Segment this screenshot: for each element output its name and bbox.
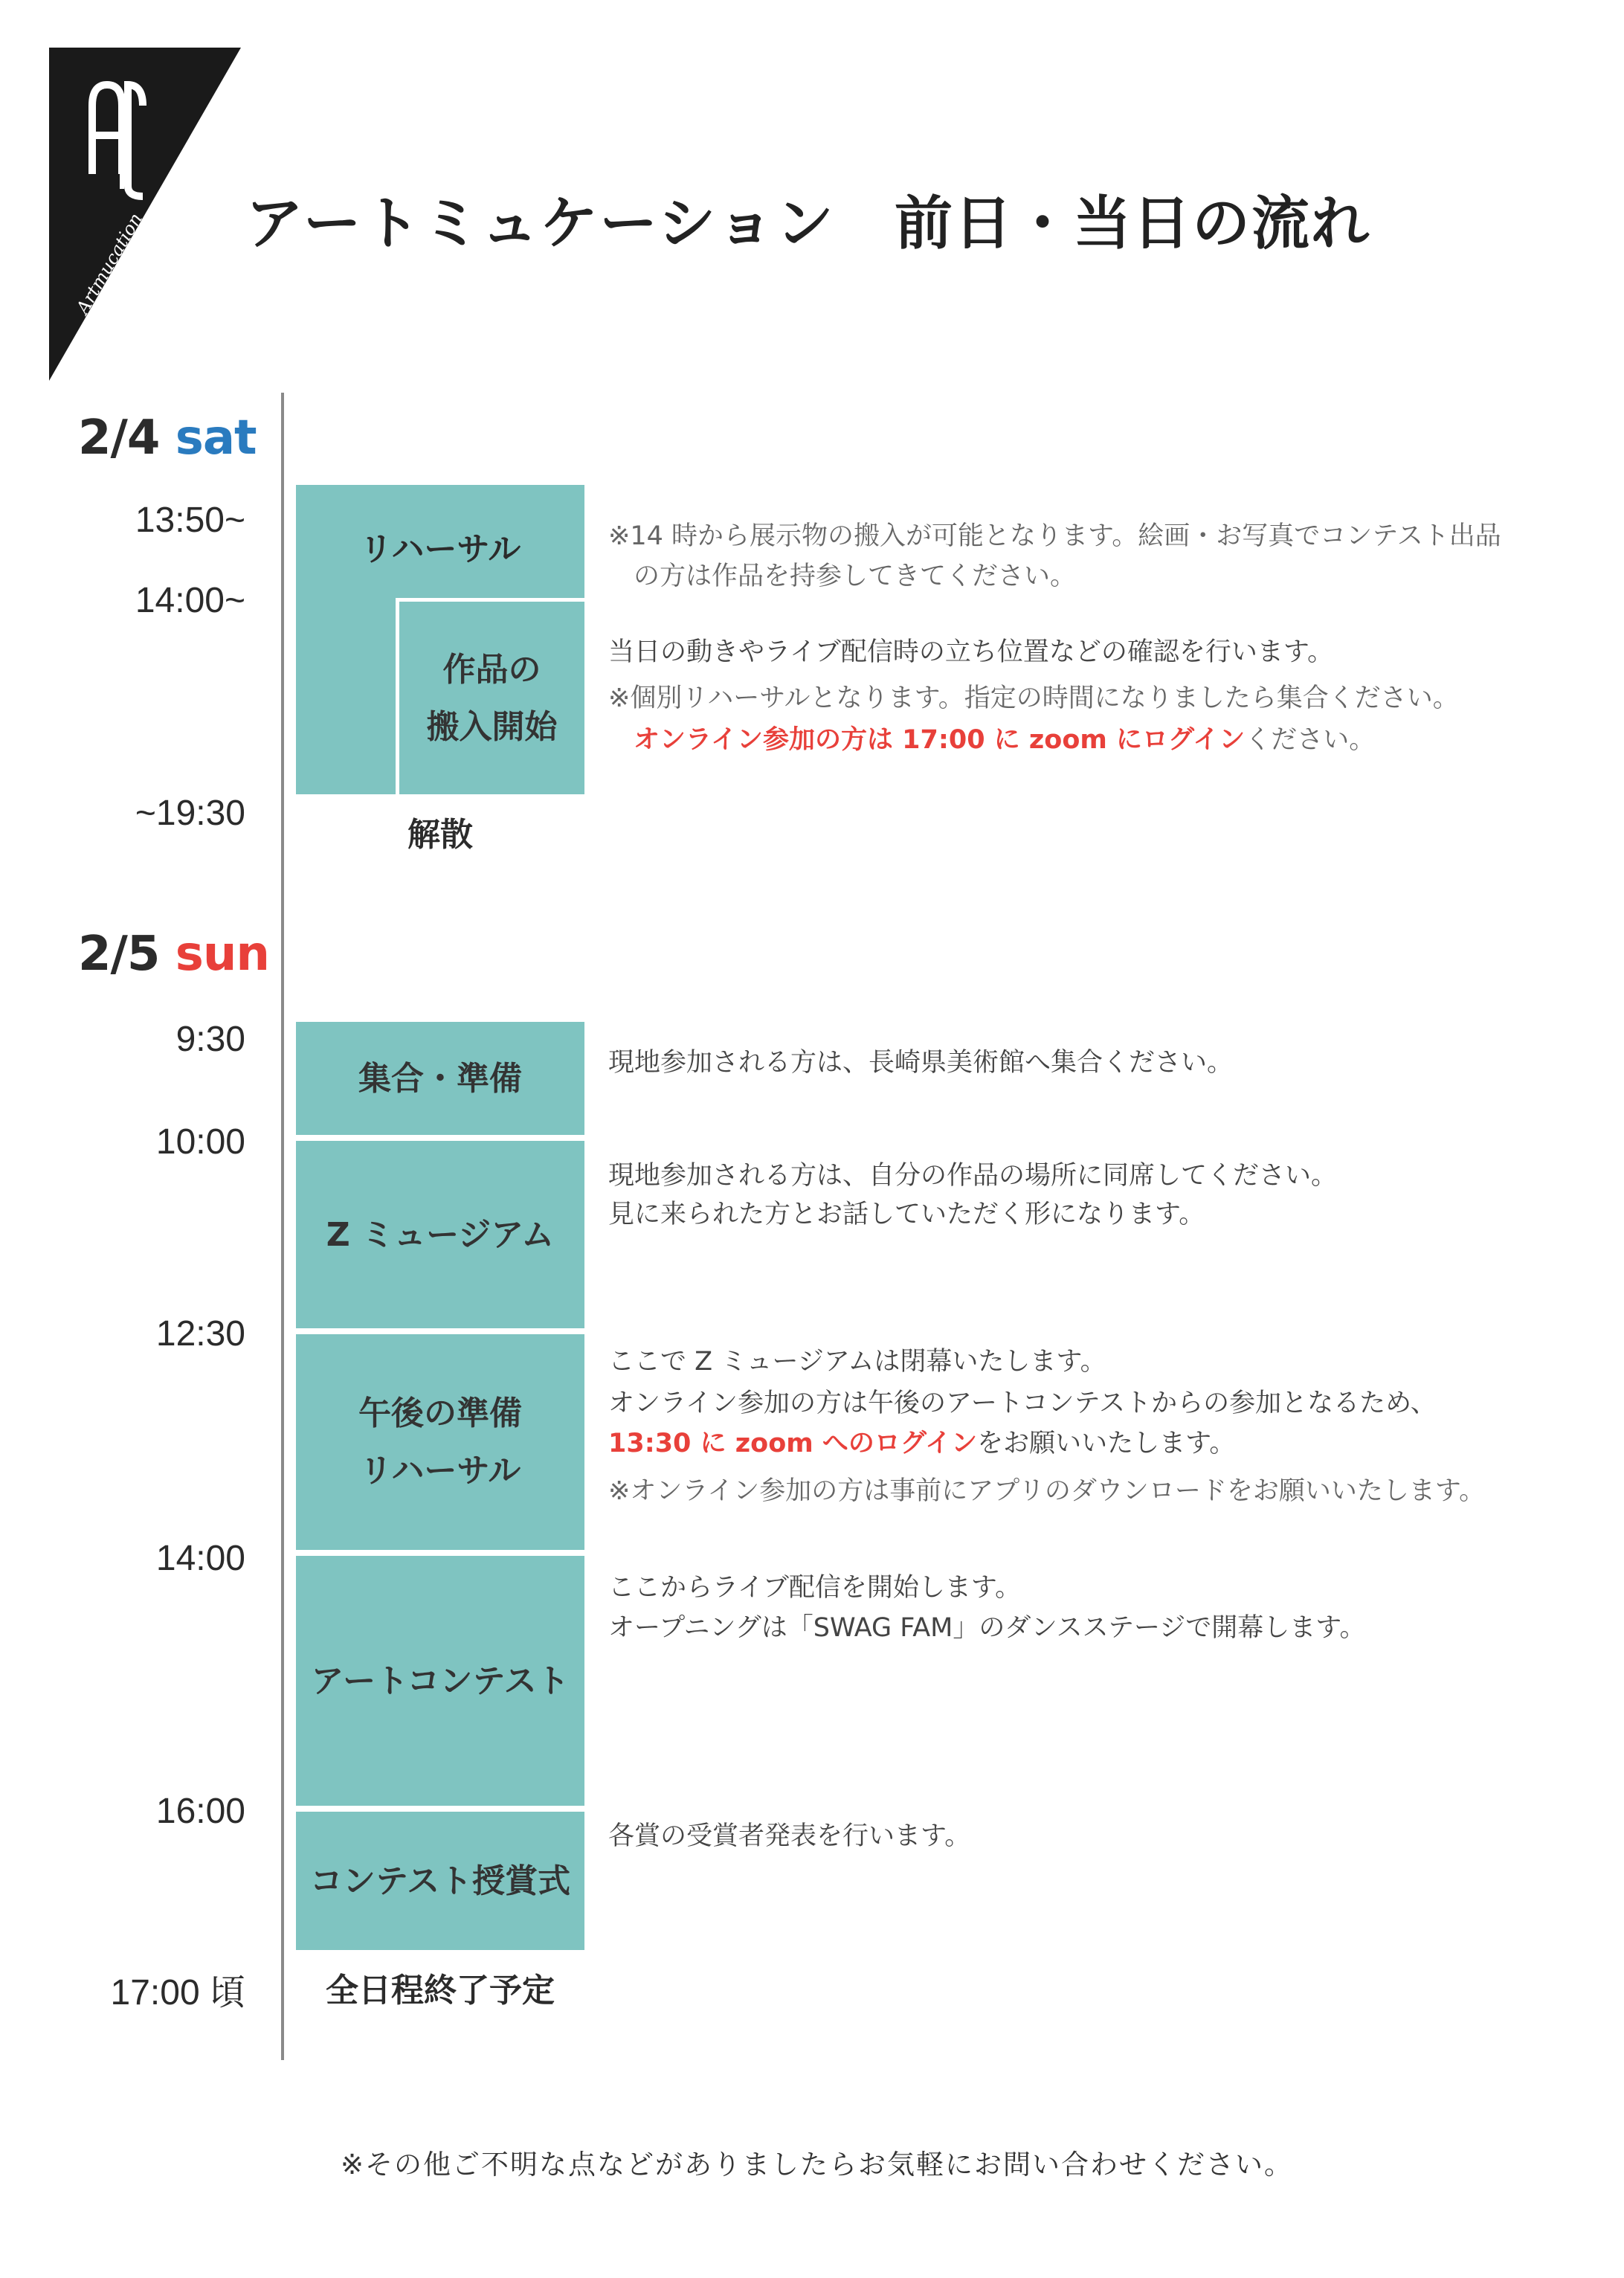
afternoon-label-line2: リハーサル [359,1452,521,1490]
z-museum-block [296,1141,584,1328]
time-1400b: 14:00 [155,1539,245,1578]
timeline-line [281,393,284,2060]
gather-block [296,1022,584,1135]
award-desc: 各賞の受賞者発表を行います。 [608,1821,971,1851]
logo-script: Artmucation [71,209,147,318]
time-1350: 13:50~ [135,501,245,540]
award-block [296,1812,584,1950]
afternoon-desc2: オンライン参加の方は午後のアートコンテストからの参加となるため、 [608,1389,1437,1418]
carry-in-block [396,598,584,794]
rehearsal-label: リハーサル [359,530,521,568]
logo [49,48,241,381]
day1-zoom-notice-rest: ください。 [1245,725,1376,755]
z-museum-label: Z ミュージアム [326,1215,555,1254]
day2-date-weekday: sun [175,927,269,982]
day1-desc2-line1: 当日の動きやライブ配信時の立ち位置などの確認を行います。 [608,637,1334,667]
gather-label: 集合・準備 [358,1059,522,1098]
art-contest-block [296,1556,584,1806]
day1-desc1-line2: の方は作品を持参してきてください。 [634,562,1077,591]
carry-in-line1: 作品の [442,650,541,689]
time-1000: 10:00 [155,1122,245,1162]
gather-desc: 現地参加される方は、長崎県美術館へ集合ください。 [608,1048,1234,1078]
z-museum-desc2: 見に来られた方とお話していただく形になります。 [608,1200,1205,1229]
day2-date-number: 2/5 [78,927,160,982]
time-1930: ~19:30 [135,794,245,833]
afternoon-zoom-notice-rest: をお願いいたします。 [977,1429,1236,1458]
time-0930: 9:30 [175,1020,245,1059]
time-1230: 12:30 [155,1314,245,1354]
afternoon-zoom-notice: 13:30 に zoom へのログイン [608,1429,978,1458]
art-contest-label: アートコンテスト [311,1661,570,1700]
day1-date-number: 2/4 [78,411,160,466]
page-title: アートミュケーション 前日・当日の流れ [245,190,1370,257]
logo-mark-icon [49,48,241,381]
time-1700: 17:00 頃 [110,1973,245,2012]
carry-in-line2: 搬入開始 [426,707,558,746]
z-museum-desc1: 現地参加される方は、自分の作品の場所に同席してください。 [608,1161,1338,1191]
afternoon-note: ※オンライン参加の方は事前にアプリのダウンロードをお願いいたします。 [608,1476,1486,1506]
day1-desc1-line1: ※14 時から展示物の搬入が可能となります。絵画・お写真でコンテスト出品 [608,521,1501,551]
end-label: 全日程終了予定 [326,1972,555,2010]
day1-date [78,411,257,466]
art-contest-desc1: ここからライブ配信を開始します。 [608,1573,1022,1603]
day1-zoom-notice: オンライン参加の方は 17:00 に zoom にログイン [634,725,1246,755]
award-label: コンテスト授賞式 [309,1862,571,1900]
time-1400: 14:00~ [135,581,245,620]
day1-desc2-line2: ※個別リハーサルとなります。指定の時間になりましたら集合ください。 [608,683,1459,713]
afternoon-desc1: ここで Z ミュージアムは閉幕いたします。 [608,1347,1106,1377]
art-contest-desc2: オープニングは「SWAG FAM」のダンスステージで開幕します。 [608,1613,1366,1643]
day2-date [78,927,269,982]
dismiss-label: 解散 [407,816,473,854]
footer-note: ※その他ご不明な点などがありましたらお気軽にお問い合わせください。 [341,2149,1293,2181]
time-1600: 16:00 [155,1792,245,1831]
afternoon-label-line1: 午後の準備 [358,1394,522,1432]
afternoon-block [296,1334,584,1550]
day1-desc2-line3 [634,718,1375,762]
day1-date-weekday: sat [175,411,257,466]
afternoon-desc3 [608,1422,1235,1465]
